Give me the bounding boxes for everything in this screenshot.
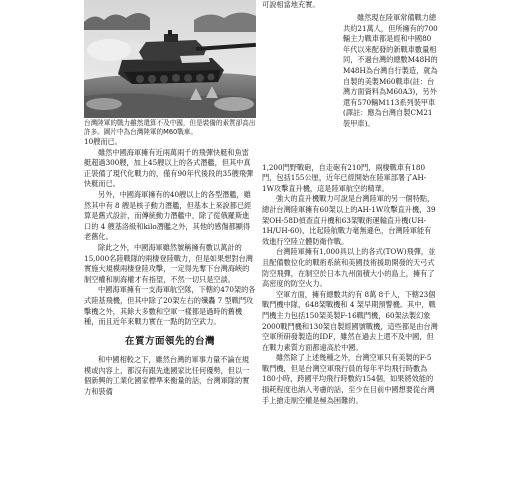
section-heading: 在質方面領先的台灣 [124, 335, 215, 347]
left-paragraph-1: 雖然中國海軍擁有近兩萬兩千的飛彈快艇和魚雷艇超過300艘，加上45艘以上的各式潛艦，但其中真正裝備了現代化戰力的，僅有90年代後段的35艘飛彈快艇而已。 [84, 147, 254, 189]
right-paragraph-2: 強大的直升機戰力可說是台灣陸軍的另一個特點，總計台灣陸軍擁有60架以上的AH-1W攻擊直升機，39架OH-58D偵查直升機和63架戰術運輸直升機(UH-1H/UH-60)，比起陸航戰力毫無遜色，台灣陸軍能有效進行空陸立體防衛作戰。 [262, 194, 436, 246]
m60-tank-image [84, 0, 256, 118]
left-paragraph-0: 10艘而已。 [84, 137, 122, 146]
right-paragraph-3: 台灣陸軍擁有1,000具以上的各式(TOW)飛彈，並且配備數位化的戰術系統和美國技術援助開發的天弓式防空飛彈，在制空於日本九州面積大小的島上，擁有了高密度的防空火力。 [262, 247, 436, 289]
photo-caption: 台灣陸軍的戰力雖然還算不及中國，但是裝備的素質卻高出許多。圖片中為台灣陸軍的M60戰車。 [84, 119, 256, 136]
army-strength-block [343, 13, 438, 130]
left-paragraph-2: 另外，中國海軍擁有的40艘以上的各型潛艦，雖然其中有 8 艘是核子動力潛艦，但基本上來說都已經算是舊式設計，而傳統動力潛艦中，除了從俄羅斯進口的 4 艘基洛級和kilo潛艦之外，其他的感傷都顯得老舊化。 [84, 189, 252, 242]
right-paragraph-1: 1,200門野戰砲，自走砲有210門，兩棲戰車有180門，包括155公厘，近年已經開始在陸軍部署了AH-1W攻擊直升機，這是陸軍航空的精華。 [262, 162, 427, 193]
right-top-line: 可說相當地充實。 [262, 0, 320, 9]
left-column [84, 137, 256, 398]
tank-photo [84, 0, 256, 118]
left-paragraph-3: 除此之外，中國海軍雖然號稱擁有數以萬計的15,000名陸戰隊的兩棲登陸戰力，但是如果想對台灣實施大規模兩棲登陸攻擊，一定得先奪下台灣海峽的制空權和制海權才有指望，不然一切只是空談。 [84, 242, 253, 284]
right-paragraph-5: 雖然除了上述幾種之外，台灣空軍只有美製的F-5 戰鬥機，但是台灣空軍飛行員的每年平均飛行時數為180小時，跨國平均飛行時數約154個，如果將效能的損耗程度也納入考慮的話，至少在目前中國想要從台灣手上搶走制空權是極為困難的。 [262, 353, 435, 405]
left-paragraph-5: 和中國相較之下，雖然台灣的軍事力量不論在規模或內容上，都沒有跟先進國家比任何優勢，但以一個新興的工業化國家標準來衡量的話，台灣軍隊的實力和裝備 [84, 355, 250, 397]
army-strength-text: 雖然現在陸軍常備戰力總共約21萬人，但所擁有的700輛主力戰車都是經和中國80年代以來配發的新戰車數量相同，不過台灣的總數M48H的M48H為台灣自行製造，就為自製的美製M60戰車(註：台灣方面資料為M60A3)，另外還有570輛M113系列裝甲車(譯註：應為台灣自製CM21裝甲車)。 [343, 13, 438, 128]
left-paragraph-4: 中國海軍擁有一支海軍航空隊，下轄約470架的各式陸基飛機，但其中除了20架左右的殲轟 7 型戰鬥攻擊機之外，其餘大多數和空軍一樣都是過時的舊機種，而且近年來戰力實在一點的防空武力。 [84, 285, 256, 327]
right-paragraph-4: 空軍方面，擁有總數共約有 8萬 8千人，下轄23個戰鬥機中隊，648架戰機和 4 架早期預警機。其中，戰鬥機主力包括150架美製F-16戰鬥機，60架法製幻象2000戰鬥機和130架自製經國號戰機，這些都是由台灣空軍所研發製造的IDF，雖然在過去上還不及中國，但在戰力素質方面都遠高於中國。 [262, 289, 438, 352]
